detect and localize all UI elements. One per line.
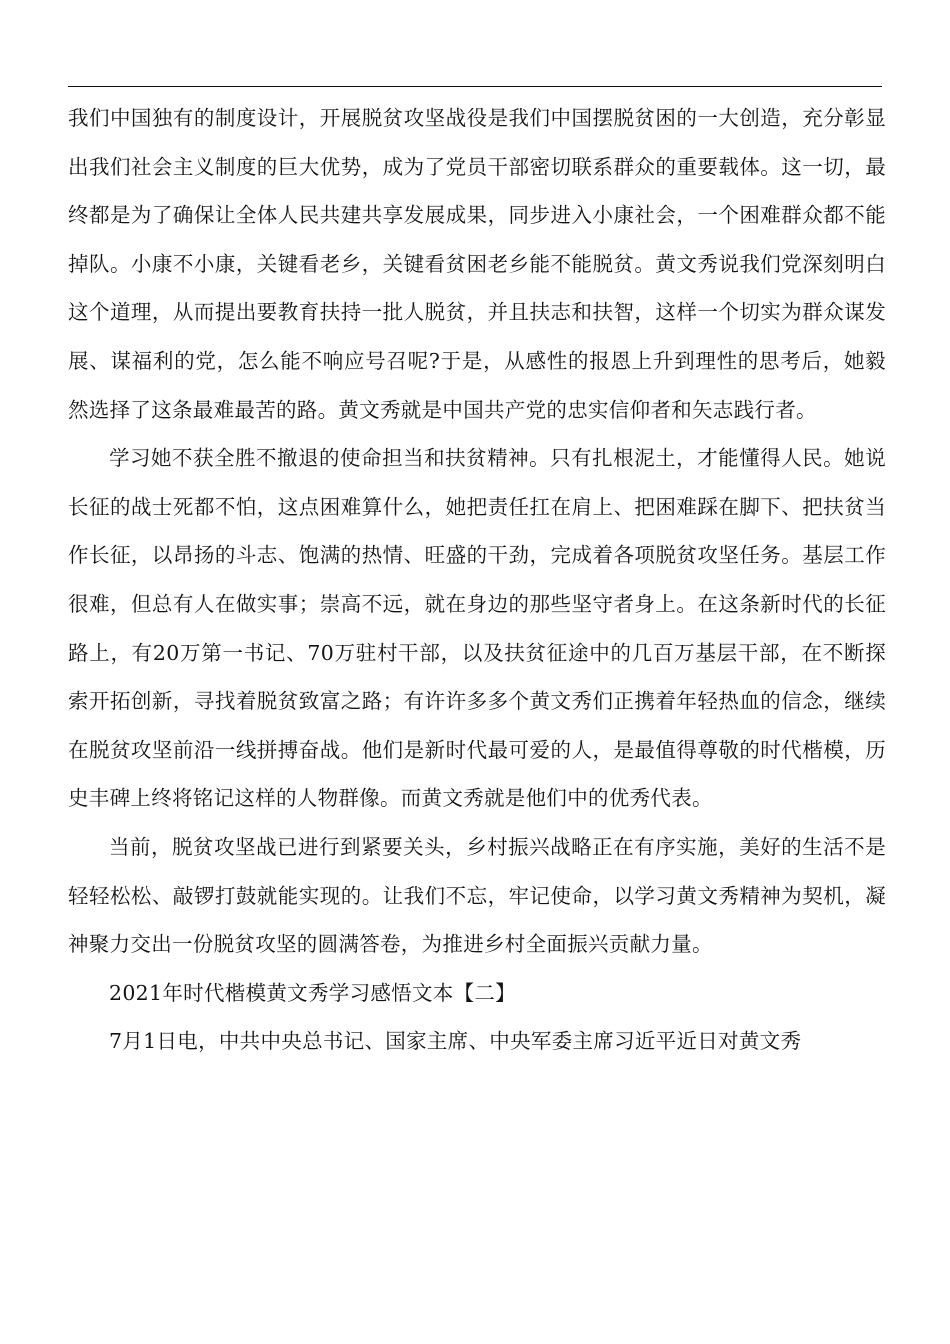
- header-rule: [68, 86, 882, 87]
- paragraph-current: 当前，脱贫攻坚战已进行到紧要关头，乡村振兴战略正在有序实施，美好的生活不是轻轻松松、敲锣打鼓就能实现的。让我们不忘，牢记使命，以学习黄文秀精神为契机，凝神聚力交出一份脱贫攻坚的圆满答卷，为推进乡村全面振兴贡献力量。: [68, 834, 886, 957]
- paragraph-mission: 学习她不获全胜不撤退的使命担当和扶贫精神。只有扎根泥土，才能懂得人民。她说长征的战士死都不怕，这点困难算什么，她把责任扛在肩上、把困难踩在脚下、把扶贫当作长征，以昂扬的斗志、饱满的热情、旺盛的干劲，完成着各项脱贫攻坚任务。基层工作很难，但总有人在做实事；崇高不远，就在身边的那些坚守者身上。在这条新时代的长征路上，有20万第一书记、70万驻村干部，以及扶贫征途中的几百万基层干部，在不断探索开拓创新，寻找着脱贫致富之路；有许许多多个黄文秀们正携着年轻热血的信念，继续在脱贫攻坚前沿一线拼搏奋战。他们是新时代最可爱的人，是最值得尊敬的时代楷模，历史丰碑上终将铭记这样的人物群像。而黄文秀就是他们中的优秀代表。: [68, 446, 886, 811]
- paragraph-news: 7月1日电，中共中央总书记、国家主席、中央军委主席习近平近日对黄文秀: [109, 1029, 802, 1054]
- document-body: [68, 94, 886, 1066]
- paragraph-continuation: 我们中国独有的制度设计，开展脱贫攻坚战役是我们中国摆脱贫困的一大创造，充分彰显出我们社会主义制度的巨大优势，成为了党员干部密切联系群众的重要载体。这一切，最终都是为了确保让全体人民共建共享发展成果，同步进入小康社会，一个困难群众都不能掉队。小康不小康，关键看老乡，关键看贫困老乡能不能脱贫。黄文秀说我们党深刻明白这个道理，从而提出要教育扶持一批人脱贫，并且扶志和扶智，这样一个切实为群众谋发展、谋福利的党，怎么能不响应号召呢?于是，从感性的报恩上升到理性的思考后，她毅然选择了这条最难最苦的路。黄文秀就是中国共产党的忠实信仰者和矢志践行者。: [68, 106, 886, 422]
- section-heading: 2021年时代楷模黄文秀学习感悟文本【二】: [109, 980, 516, 1005]
